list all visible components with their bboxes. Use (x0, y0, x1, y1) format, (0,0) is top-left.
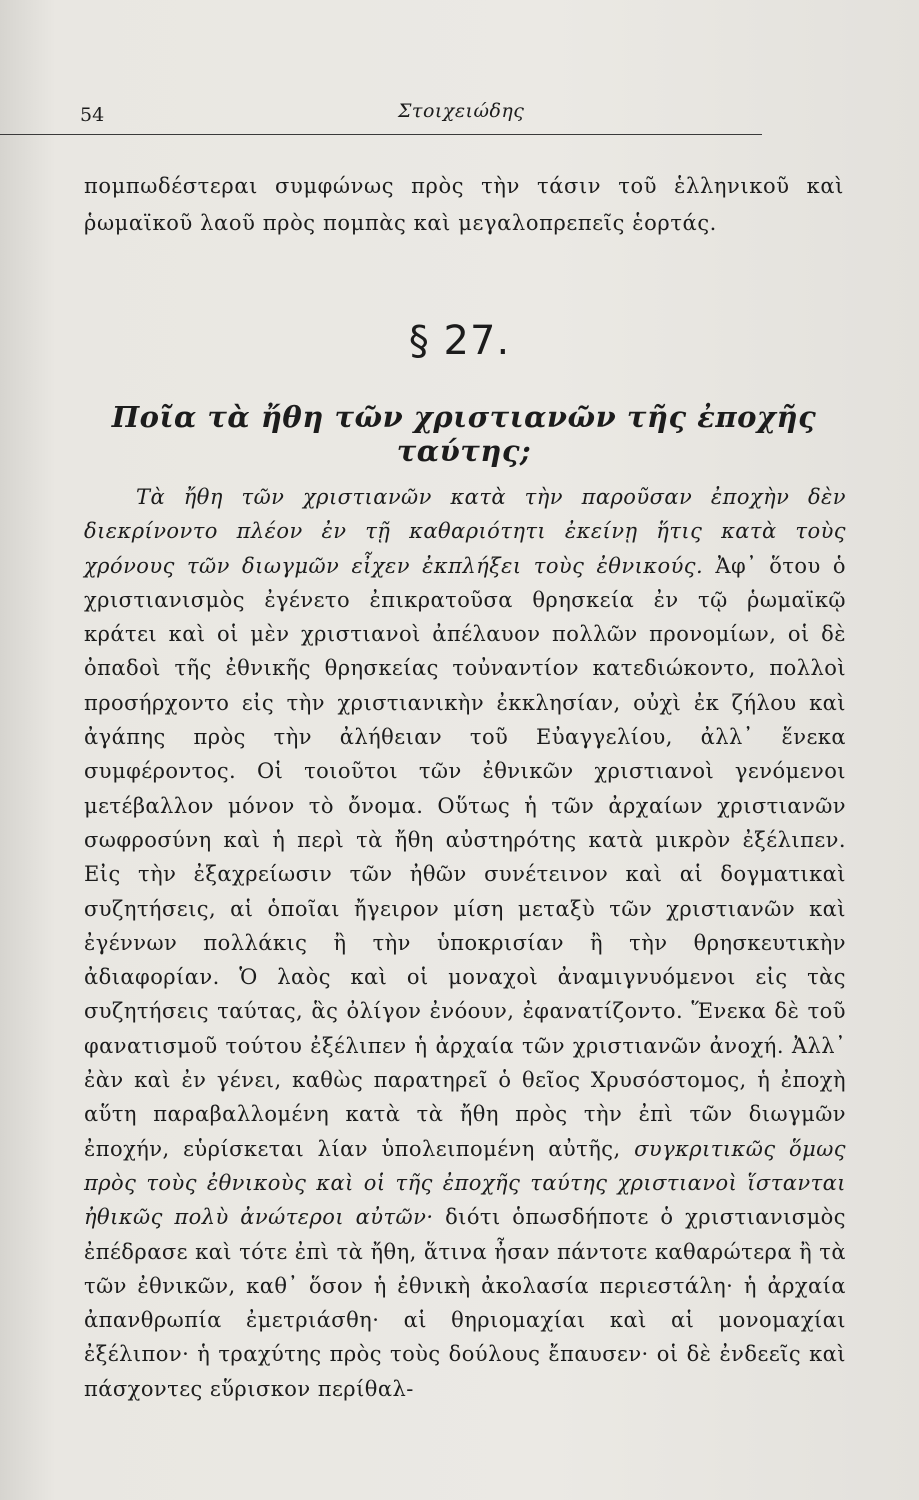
page-header (80, 98, 842, 138)
section-title: Ποῖα τὰ ἤθη τῶν χριστιανῶν τῆς ἐποχῆς ταύτης; (111, 400, 817, 468)
lead-italic-text: Τὰ ἤθη τῶν χριστιανῶν κατὰ τὴν παροῦσαν ἐποχὴν δὲν διεκρίνοντο πλέον ἐν τῇ καθαριότητι ἐκείνῃ ἥτις κατὰ τοὺς χρόνους τῶν διωγμῶν εἶχεν ἐκπλήξει τοὺς ἐθνικούς. (84, 485, 846, 578)
body-paragraph (84, 480, 846, 1406)
header-rule (0, 134, 762, 135)
paragraph-text (84, 480, 846, 1406)
emphasis-text: συγκριτικῶς ὅμως πρὸς τοὺς ἐθνικοὺς καὶ οἱ τῆς ἐποχῆς ταύτης χριστιανοὶ ἵστανται ἠθικῶς πολὺ ἀνώτεροι αὐτῶν· (84, 1136, 846, 1230)
closing-text: διότι ὁπωσδήποτε ὁ χριστιανισμὸς ἐπέδρασε καὶ τότε ἐπὶ τὰ ἤθη, ἅτινα ἦσαν πάντοτε καθαρώτερα ἢ τὰ τῶν ἐθνικῶν, καθ᾽ ὅσον ἡ ἐθνικὴ ἀκολασία περιεστάλη· ἡ ἀρχαία ἀπανθρωπία ἐμετριάσθη· αἱ θηριομαχίαι καὶ αἱ μονομαχίαι ἐξέλιπον· ἡ τραχύτης πρὸς τοὺς δούλους ἔπαυσεν· οἱ δὲ ἐνδεεῖς καὶ πάσχοντες εὕρισκον περίθαλ- (84, 1205, 846, 1401)
main-text: Ἀφ᾽ ὅτου ὁ χριστιανισμὸς ἐγένετο ἐπικρατοῦσα θρησκεία ἐν τῷ ῥωμαϊκῷ κράτει καὶ οἱ μὲν χριστιανοὶ ἀπέλαυον πολλῶν προνομίων, οἱ δὲ ὀπαδοὶ τῆς ἐθνικῆς θρησκείας τοὐναντίον κατεδιώκοντο, πολλοὶ προσήρχοντο εἰς τὴν χριστιανικὴν ἐκκλησίαν, οὐχὶ ἐκ ζήλου καὶ ἀγάπης πρὸς τὴν ἀλήθειαν τοῦ Εὐαγγελίου, ἀλλ᾽ ἕνεκα συμφέροντος. Οἱ τοιοῦτοι τῶν ἐθνικῶν χριστιανοὶ γενόμενοι μετέβαλλον μόνον τὸ ὄνομα. Οὕτως ἡ τῶν ἀρχαίων χριστιανῶν σωφροσύνη καὶ ἡ περὶ τὰ ἤθη αὐστηρότης κατὰ μικρὸν ἐξέλιπεν. Εἰς τὴν ἐξαχρείωσιν τῶν ἠθῶν συνέτεινον καὶ αἱ δογματικαὶ συζητήσεις, αἱ ὁποῖαι ἤγειρον μίση μεταξὺ τῶν χριστιανῶν καὶ ἐγέννων πολλάκις ἢ τὴν ὑποκρισίαν ἢ τὴν θρησκευτικὴν ἀδιαφορίαν. Ὁ λαὸς καὶ οἱ μοναχοὶ ἀναμιγνυόμενοι εἰς τὰς συζητήσεις ταύτας, ἃς ὀλίγον ἐνόουν, ἐφανατίζοντο. Ἕνεκα δὲ τοῦ φανατισμοῦ τούτου ἐξέλιπεν ἡ ἀρχαία τῶν χριστιανῶν ἀνοχή. Ἀλλ᾽ ἐὰν καὶ ἐν γένει, καθὼς παρατηρεῖ ὁ θεῖος Χρυσόστομος, ἡ ἐποχὴ αὕτη παραβαλλομένη κατὰ τὰ ἤθη πρὸς τὴν ἐπὶ τῶν διωγμῶν ἐποχήν, εὑρίσκεται λίαν ὑπολειπομένη αὐτῆς, (84, 553, 846, 1161)
page-number: 54 (80, 104, 105, 126)
intro-paragraph: πομπωδέστεραι συμφώνως πρὸς τὴν τάσιν τοῦ ἑλληνικοῦ καὶ ῥωμαϊκοῦ λαοῦ πρὸς πομπὰς καὶ μεγαλοπρεπεῖς ἑορτάς. (84, 174, 844, 235)
running-head: Στοιχειώδης (398, 100, 525, 122)
section-number: § 27. (408, 318, 511, 364)
